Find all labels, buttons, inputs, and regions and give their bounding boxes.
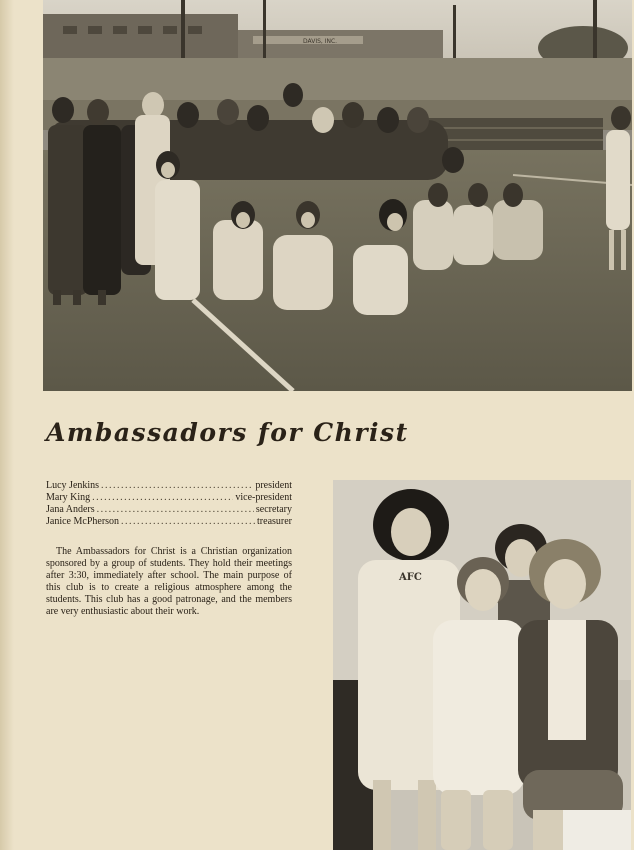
officer-name: Mary King xyxy=(46,492,91,503)
officers-list xyxy=(46,480,292,528)
club-description: The Ambassadors for Christ is a Christian organization sponsored by a group of students. They hold their meetings after 3:30, immediately after school. The main purpose of this club is to create a religious atmosphere among the students. This club has a good patronage, and the members are very enthusiastic about their work. xyxy=(46,546,292,617)
group-photo xyxy=(43,0,632,391)
officer-row-secretary xyxy=(46,504,292,516)
group-photo-illustration xyxy=(43,0,632,391)
page-gutter-shadow xyxy=(0,0,14,850)
officer-name: Lucy Jenkins xyxy=(46,480,100,491)
officers-photo-illustration xyxy=(333,480,631,850)
building-sign: DAVIS, INC. xyxy=(303,38,338,45)
dress-monogram: AFC xyxy=(399,572,422,583)
leader-dots xyxy=(92,492,233,504)
officer-row-president xyxy=(46,480,292,492)
officer-row-treasurer xyxy=(46,516,292,528)
leader-dots xyxy=(97,504,254,516)
officer-office: secretary xyxy=(255,504,292,515)
officer-name: Jana Anders xyxy=(46,504,95,515)
officer-name: Janice McPherson xyxy=(46,516,120,527)
officers-photo xyxy=(333,480,631,850)
officer-office: president xyxy=(255,480,292,491)
officer-office: treasurer xyxy=(257,516,292,527)
officer-row-vice-president xyxy=(46,492,292,504)
officer-office: vice-president xyxy=(235,492,292,503)
leader-dots xyxy=(121,516,255,528)
club-title: Ambassadors for Christ xyxy=(46,418,409,447)
leader-dots xyxy=(101,480,253,492)
